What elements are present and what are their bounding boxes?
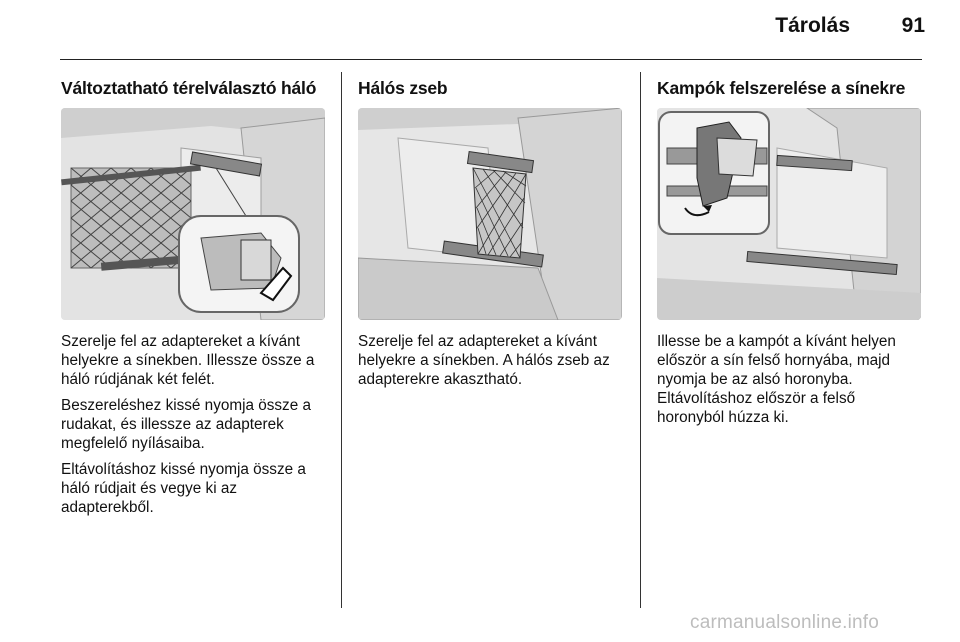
paragraph: Szerelje fel az adaptereket a kívánt helyekre a sínekben. A hálós zseb az adapterekre akasztható. (358, 333, 610, 388)
column-text (358, 332, 628, 396)
illustration-net-pocket (358, 108, 622, 320)
column-divider-2 (640, 72, 641, 608)
illustration-hooks-on-rails (657, 108, 921, 320)
section-title: Tárolás (775, 14, 850, 37)
paragraph: Szerelje fel az adaptereket a kívánt helyekre a sínekben. Illessze össze a háló rúdjának két felét. (61, 333, 315, 388)
header-rule (60, 59, 922, 60)
column-heading: Kampók felszerelése a sínekre (657, 78, 906, 98)
page-number: 91 (901, 14, 925, 37)
column-hooks (657, 70, 927, 426)
column-divider-1 (341, 72, 342, 608)
watermark: carmanualsonline.info (690, 612, 880, 633)
paragraph: Eltávolításhoz kissé nyomja össze a háló rúdjait és vegye ki az adapterekből. (61, 461, 306, 516)
column-text (657, 332, 921, 434)
column-text (61, 332, 327, 524)
column-net-divider (61, 70, 331, 516)
paragraph: Beszereléshez kissé nyomja össze a rudakat, és illessze az adapterek megfelelő nyílásaiba. (61, 397, 311, 452)
illustration-cargo-net (61, 108, 325, 320)
column-net-pocket (358, 70, 628, 388)
column-heading: Hálós zseb (358, 78, 448, 98)
paragraph: Illesse be a kampót a kívánt helyen először a sín felső hornyába, majd nyomja be az alsó horonyba. Eltávolításhoz először a felső horonyból húzza ki. (657, 333, 896, 426)
column-heading: Változtatható térelválasztó háló (61, 78, 317, 98)
